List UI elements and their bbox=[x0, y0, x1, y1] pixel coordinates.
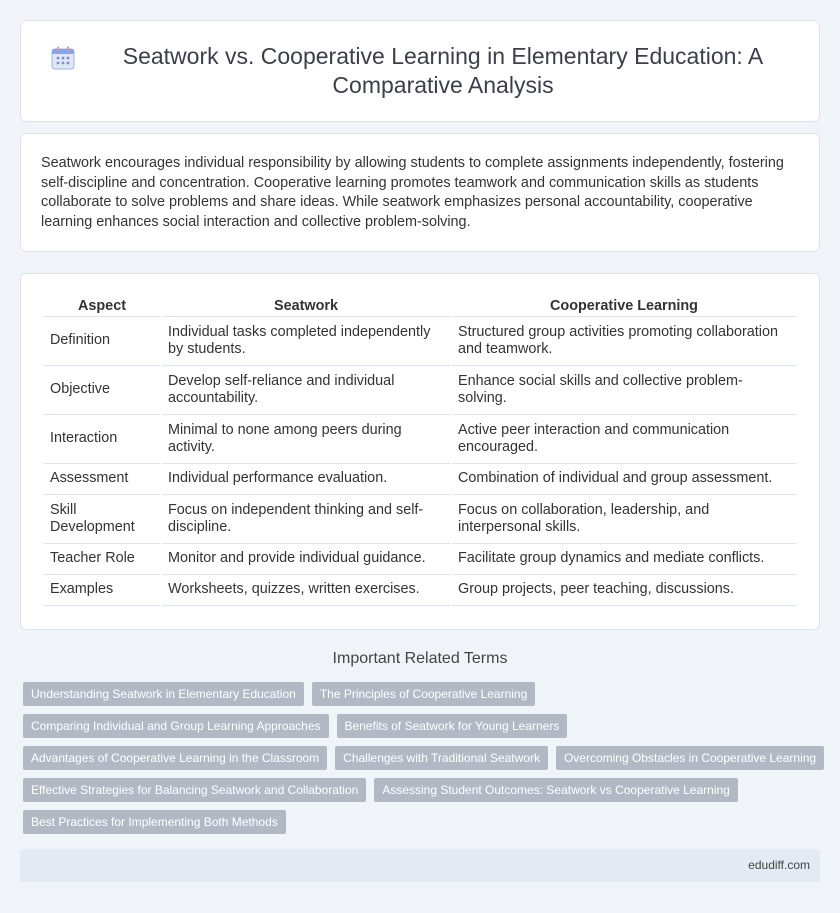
aspect-cell: Examples bbox=[44, 575, 160, 606]
tag-row bbox=[23, 746, 823, 770]
table-row bbox=[44, 544, 796, 575]
header-aspect: Aspect bbox=[44, 294, 160, 317]
related-term-tag[interactable]: Understanding Seatwork in Elementary Education bbox=[23, 682, 304, 706]
related-term-tag[interactable]: Advantages of Cooperative Learning in the Classroom bbox=[23, 746, 327, 770]
related-term-tag[interactable]: Assessing Student Outcomes: Seatwork vs Cooperative Learning bbox=[374, 778, 738, 802]
related-term-tag[interactable]: Effective Strategies for Balancing Seatwork and Collaboration bbox=[23, 778, 366, 802]
table-row bbox=[44, 317, 796, 366]
tag-row bbox=[23, 810, 823, 834]
aspect-cell: Assessment bbox=[44, 464, 160, 495]
cooperative-cell: Focus on collaboration, leadership, and interpersonal skills. bbox=[452, 495, 796, 544]
table-header-row bbox=[44, 294, 796, 317]
intro-card bbox=[20, 133, 820, 252]
cooperative-cell: Enhance social skills and collective problem-solving. bbox=[452, 366, 796, 415]
comparison-table-card bbox=[20, 273, 820, 630]
table-row bbox=[44, 575, 796, 606]
intro-text: Seatwork encourages individual responsibility by allowing students to complete assignments independently, fostering self-discipline and concentration. Cooperative learning promotes teamwork and communication skills as students collaborate to solve problems and share ideas. While seatwork emphasizes personal accountability, cooperative learning enhances social interaction and collective problem-solving. bbox=[41, 155, 784, 230]
related-terms-list bbox=[23, 682, 823, 842]
table-row bbox=[44, 415, 796, 464]
header-cooperative: Cooperative Learning bbox=[452, 294, 796, 317]
header-seatwork: Seatwork bbox=[162, 294, 450, 317]
table-row bbox=[44, 495, 796, 544]
related-term-tag[interactable]: The Principles of Cooperative Learning bbox=[312, 682, 535, 706]
aspect-cell: Interaction bbox=[44, 415, 160, 464]
seatwork-cell: Focus on independent thinking and self-discipline. bbox=[162, 495, 450, 544]
aspect-cell: Objective bbox=[44, 366, 160, 415]
related-term-tag[interactable]: Overcoming Obstacles in Cooperative Learning bbox=[556, 746, 824, 770]
seatwork-cell: Worksheets, quizzes, written exercises. bbox=[162, 575, 450, 606]
footer bbox=[20, 849, 820, 882]
aspect-cell: Teacher Role bbox=[44, 544, 160, 575]
tag-row bbox=[23, 714, 823, 738]
table-row bbox=[44, 366, 796, 415]
related-term-tag[interactable]: Comparing Individual and Group Learning Approaches bbox=[23, 714, 329, 738]
calendar-icon bbox=[50, 45, 76, 71]
cooperative-cell: Facilitate group dynamics and mediate conflicts. bbox=[452, 544, 796, 575]
cooperative-cell: Active peer interaction and communication encouraged. bbox=[452, 415, 796, 464]
tag-row bbox=[23, 682, 823, 706]
seatwork-cell: Individual tasks completed independently by students. bbox=[162, 317, 450, 366]
aspect-cell: Skill Development bbox=[44, 495, 160, 544]
header-card bbox=[20, 20, 820, 122]
cooperative-cell: Structured group activities promoting collaboration and teamwork. bbox=[452, 317, 796, 366]
page-title: Seatwork vs. Cooperative Learning in Elementary Education: A Comparative Analysis bbox=[122, 43, 764, 98]
seatwork-cell: Monitor and provide individual guidance. bbox=[162, 544, 450, 575]
footer-site-link[interactable]: edudiff.com bbox=[748, 858, 810, 872]
related-term-tag[interactable]: Benefits of Seatwork for Young Learners bbox=[337, 714, 568, 738]
cooperative-cell: Combination of individual and group assessment. bbox=[452, 464, 796, 495]
table-row bbox=[44, 464, 796, 495]
related-terms-heading: Important Related Terms bbox=[332, 650, 508, 667]
cooperative-cell: Group projects, peer teaching, discussions. bbox=[452, 575, 796, 606]
related-term-tag[interactable]: Best Practices for Implementing Both Methods bbox=[23, 810, 286, 834]
seatwork-cell: Minimal to none among peers during activity. bbox=[162, 415, 450, 464]
aspect-cell: Definition bbox=[44, 317, 160, 366]
tag-row bbox=[23, 778, 823, 802]
seatwork-cell: Develop self-reliance and individual accountability. bbox=[162, 366, 450, 415]
related-term-tag[interactable]: Challenges with Traditional Seatwork bbox=[335, 746, 548, 770]
seatwork-cell: Individual performance evaluation. bbox=[162, 464, 450, 495]
comparison-table bbox=[42, 294, 798, 606]
